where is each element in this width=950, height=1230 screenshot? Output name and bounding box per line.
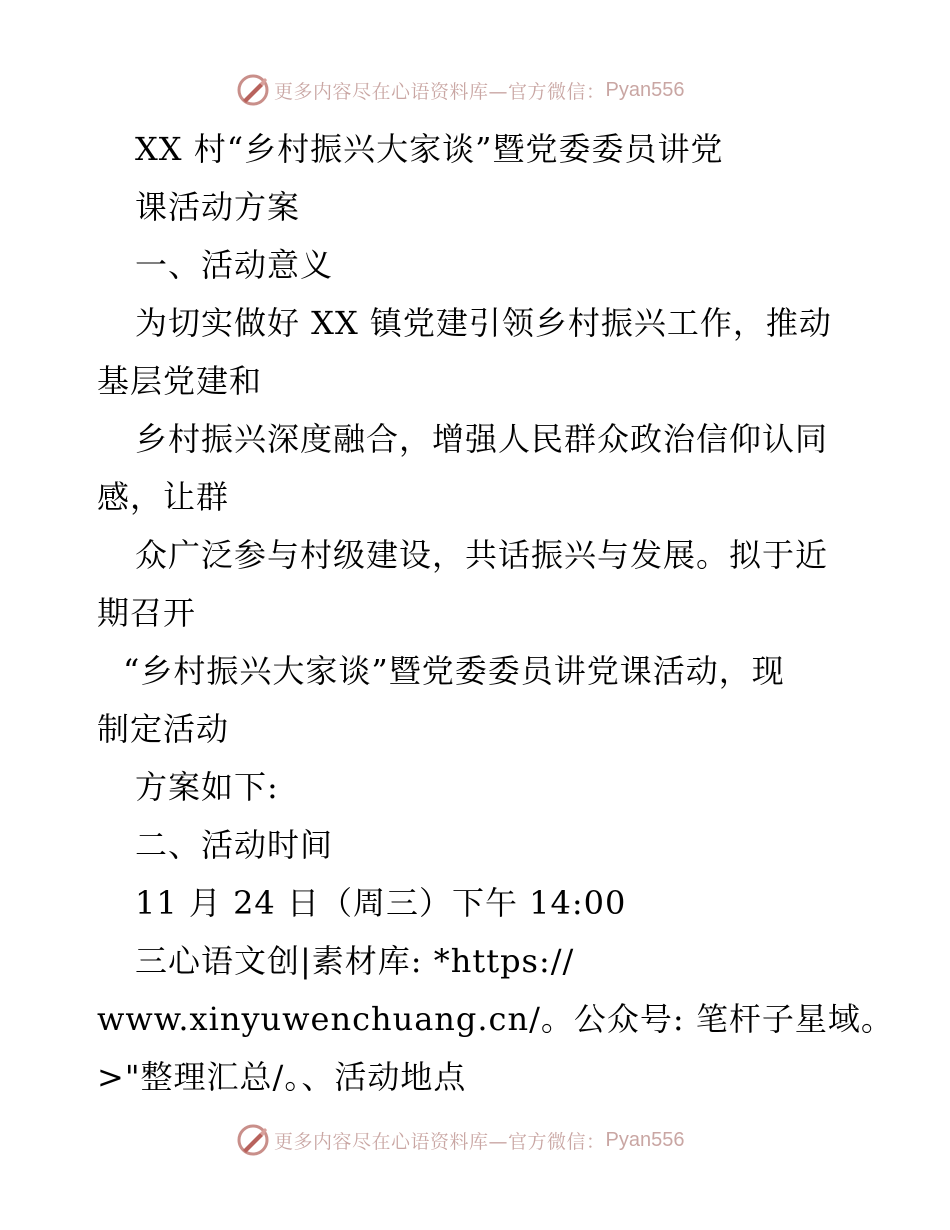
doc-title-line-1: XX 村“乡村振兴大家谈”暨党委委员讲党 [135,130,724,168]
paragraph-line: 乡村振兴深度融合，增强人民群众政治信仰认同 [135,420,829,458]
paragraph-line: 方案如下: [135,768,279,806]
paragraph-line: 基层党建和 [97,362,263,400]
watermark-banner-bottom [236,1122,684,1158]
watermark-text: 更多内容尽在心语资料库—官方微信： [274,1130,606,1153]
section-heading-time: 二、活动时间 [135,826,334,864]
paragraph-line: 为切实做好 XX 镇党建引领乡村振兴工作，推动 [135,304,832,342]
paragraph-line: “乡村振兴大家谈”暨党委委员讲党课活动，现 [123,652,785,690]
activity-time-line: 11 月 24 日（周三）下午 14:00 [135,884,627,922]
paragraph-line: 众广泛参与村级建设，共话振兴与发展。拟于近 [135,536,829,574]
watermark-wechat-id: Pyan556 [605,1128,685,1151]
source-url-line: www.xinyuwenchuang.cn/。公众号: 笔杆子星域。 [97,1000,894,1038]
watermark-wechat-id: Pyan556 [605,78,685,101]
source-note-line: 三心语文创|素材库: *https:// [135,942,575,980]
watermark-banner-top [236,72,684,108]
section-heading-location: >"整理汇总/。、活动地点 [97,1058,467,1096]
quill-pen-logo-icon [236,73,270,107]
paragraph-line: 制定活动 [97,710,230,748]
paragraph-line: 期召开 [97,594,197,632]
doc-title-line-2: 课活动方案 [135,188,301,226]
quill-pen-logo-icon [236,1123,270,1157]
document-body [97,120,894,1106]
watermark-text: 更多内容尽在心语资料库—官方微信： [274,80,606,103]
paragraph-line: 感，让群 [97,478,230,516]
section-heading-significance: 一、活动意义 [135,246,334,284]
